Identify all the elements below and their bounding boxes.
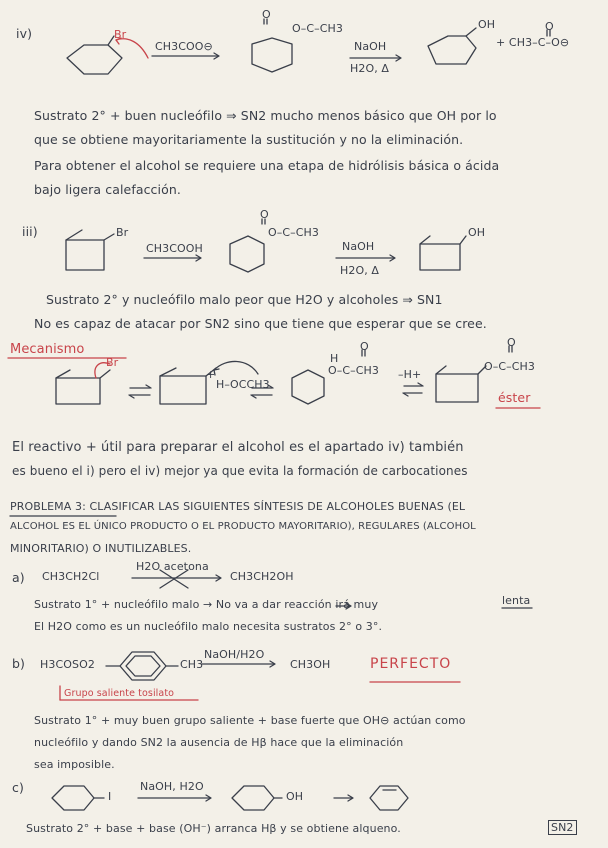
verdict-c: SN2 <box>548 820 577 835</box>
problem3-line2: ALCOHOL ES EL ÚNICO PRODUCTO O EL PRODUCTO MAYORITARIO), REGULARES (ALCOHOL <box>10 521 476 532</box>
product-a: CH3CH2OH <box>230 570 294 583</box>
oh-c: OH <box>286 790 304 803</box>
tosylate-label: Grupo saliente tosilato <box>64 688 175 699</box>
mechanism-title: Mecanismo <box>10 342 85 357</box>
text-iv-1: Sustrato 2° + buen nucleófilo ⇒ SN2 mucho menos básico que OH por lo <box>34 108 497 123</box>
mech-h: H <box>330 352 339 365</box>
mech-ester-o: O <box>507 336 516 349</box>
reagent-b: NaOH/H2O <box>204 648 265 661</box>
reagent-iii: CH3COOH <box>146 242 203 255</box>
text-a-2: El H2O como es un nucleófilo malo necesita sustratos 2° o 3°. <box>34 620 383 633</box>
conclusion-line1: El reactivo + útil para preparar el alcohol es el apartado iv) también <box>12 440 464 455</box>
equilibrium-3 <box>403 383 423 396</box>
label-a: a) <box>12 570 25 585</box>
cyclohexane-bromide-iv <box>67 36 148 74</box>
reagent2-top-iii: NaOH <box>342 240 375 253</box>
reagent-a: H2O acetona <box>136 560 209 573</box>
cyclohexene-c <box>370 786 408 810</box>
reagent2-bottom-iii: H2O, Δ <box>340 264 380 277</box>
product-b: CH3OH <box>290 658 331 671</box>
reactant-b: H3COSO2 <box>40 658 95 671</box>
problem3-line3: MINORITARIO) O INUTILIZABLES. <box>10 542 192 555</box>
cyclohexyl-iodide-c <box>52 786 104 810</box>
mech-br: Br <box>106 356 119 369</box>
cyclohexane-ester-iii <box>230 219 265 272</box>
text-c-1: Sustrato 2° + base + base (OH⁻) arranca Hβ y se obtiene alqueno. <box>26 822 401 835</box>
label-c: c) <box>12 780 24 795</box>
acetate-iv: + CH3–C–O⊖ <box>496 36 570 49</box>
text-b-3: sea imposible. <box>34 758 115 771</box>
text-iv-3: Para obtener el alcohol se requiere una etapa de hidrólisis básica o ácida <box>34 158 500 173</box>
mech-oxonium <box>292 350 365 404</box>
conclusion-line2: es bueno el i) pero el iv) mejor ya que evita la formación de carbocationes <box>12 464 468 478</box>
mech-plus: + <box>206 368 216 381</box>
tosyl-benzene-ring <box>106 652 178 680</box>
text-a-1: Sustrato 1° + nucleófilo malo → No va a dar reacción irá muy <box>34 598 379 611</box>
mech-ox-o: O <box>360 340 369 353</box>
mech-ox-group: O–C–CH3 <box>328 364 379 377</box>
mech-ester-group: O–C–CH3 <box>484 360 535 373</box>
text-a-lenta: lenta <box>502 594 531 607</box>
text-iv-2: que se obtiene mayoritariamente la sustitución y no la eliminación. <box>34 132 464 147</box>
carbonyl-o-iii: O <box>260 208 269 221</box>
mech-nucleophile: H–OCCH3 <box>216 378 270 391</box>
halide-c: I <box>108 790 112 803</box>
reagent2-top-iv: NaOH <box>354 40 387 53</box>
ester-label: éster <box>498 390 531 405</box>
cyclohexane-ester-iv <box>252 19 292 72</box>
reagent-iv: CH3COO⊖ <box>155 40 213 53</box>
mech-minus-h: –H+ <box>398 368 422 381</box>
substituent-b: CH3 <box>180 658 204 671</box>
acetate-o-iv: O <box>545 20 554 33</box>
oh-iii: OH <box>468 226 486 239</box>
problem3-line1: PROBLEMA 3: CLASIFICAR LAS SIGUIENTES SÍNTESIS DE ALCOHOLES BUENAS (EL <box>10 500 466 513</box>
text-iii-1: Sustrato 2° y nucleófilo malo peor que H2O y alcoholes ⇒ SN1 <box>46 292 443 307</box>
br-iv: Br <box>114 28 127 41</box>
text-iv-4: bajo ligera calefacción. <box>34 182 181 197</box>
reagent-c: NaOH, H2O <box>140 780 204 793</box>
reactant-a: CH3CH2Cl <box>42 570 100 583</box>
ester-group-iii: O–C–CH3 <box>268 226 319 239</box>
text-b-1: Sustrato 1° + muy buen grupo saliente + base fuerte que OH⊖ actúan como <box>34 714 466 727</box>
oh-iv: OH <box>478 18 496 31</box>
label-b: b) <box>12 656 26 671</box>
ester-group-iv: O–C–CH3 <box>292 22 343 35</box>
label-iv: iv) <box>16 26 33 41</box>
text-b-2: nucleófilo y dando SN2 la ausencia de Hβ hace que la eliminación <box>34 736 404 749</box>
cyclohexanol-iii <box>420 236 466 270</box>
cyclohexanol-c <box>232 786 282 810</box>
label-iii: iii) <box>22 224 38 239</box>
mech-cyclohexyl-bromide <box>56 363 110 404</box>
verdict-b: PERFECTO <box>370 656 452 672</box>
br-iii: Br <box>116 226 129 239</box>
cyclohexane-bromide-iii <box>66 230 114 270</box>
reagent2-bottom-iv: H2O, Δ <box>350 62 390 75</box>
text-iii-2: No es capaz de atacar por SN2 sino que tiene que esperar que se cree. <box>34 316 487 331</box>
equilibrium-1 <box>129 385 151 398</box>
carbonyl-o-iv: O <box>262 8 271 21</box>
